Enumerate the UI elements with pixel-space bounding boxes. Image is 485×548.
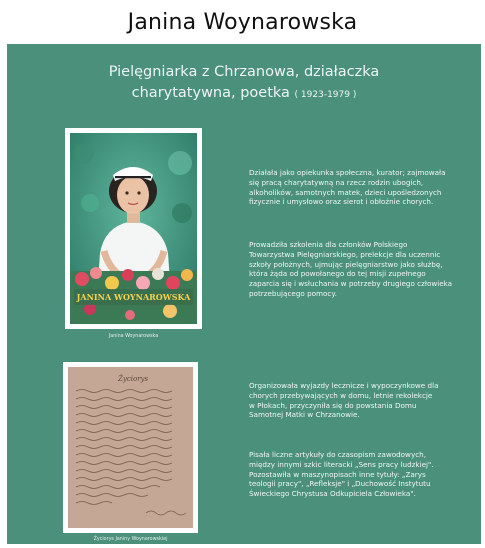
portrait-caption: Janina Woynarowska	[108, 334, 159, 339]
subtitle-line-1: Pielęgniarka z Chrzanowa, działaczka	[108, 64, 380, 80]
page-title: Janina Woynarowska	[127, 10, 358, 35]
manuscript-heading: Życiorys	[118, 375, 149, 383]
subtitle	[27, 62, 461, 106]
paragraph-training: Prowadziła szkolenia dla członków Polskiego Towarzystwa Pielęgniarskiego, prelekcje dla uczennic szkoły położnych, ujmując pielęgniarstwo jako służbę, która żąda od powołanego do tej misji zupełnego zaparcia się i wsłuchania w potrzeby drugiego człowieka potrzebującego pomocy.	[249, 240, 453, 298]
manuscript-image-frame	[63, 362, 198, 533]
paragraph-social-work: Działała jako opiekunka społeczna, kurator; zajmowała się pracą charytatywną na rzecz rodzin ubogich, alkoholików, samotnych matek, dzieci upośledzonych fizycznie i umysłowo oraz sierot i obłożnie chorych.	[249, 168, 446, 207]
paragraph-trips: Organizowała wyjazdy lecznicze i wypoczynkowe dla chorych przebywających w domu, letnie rekolekcje w Płokach, przyczyniła się do powstania Domu Samotnej Matki w Chrzanowie.	[249, 381, 439, 420]
info-panel	[7, 44, 481, 544]
poster-title-text: JANINA WOYNAROWSKA	[76, 292, 191, 302]
manuscript-caption: Życiorys Janiny Woynarowskiej	[93, 537, 168, 542]
portrait-poster-image	[70, 133, 197, 324]
subtitle-line-2: charytatywna, poetka	[131, 85, 290, 101]
portrait-image-frame	[65, 128, 202, 329]
handwritten-letter-image	[68, 367, 193, 528]
paragraph-writings: Pisała liczne artykuły do czasopism zawodowych, między innymi szkic literacki „Sens pracy ludzkiej". Pozostawiła w maszynopisach inne tytuły: „Zarys teologii pracy", „Refleksje" i „Duchowość Instytutu Świeckiego Chrystusa Odkupiciela Człowieka".	[249, 450, 434, 499]
subtitle-dates: ( 1923-1979 )	[294, 90, 357, 100]
